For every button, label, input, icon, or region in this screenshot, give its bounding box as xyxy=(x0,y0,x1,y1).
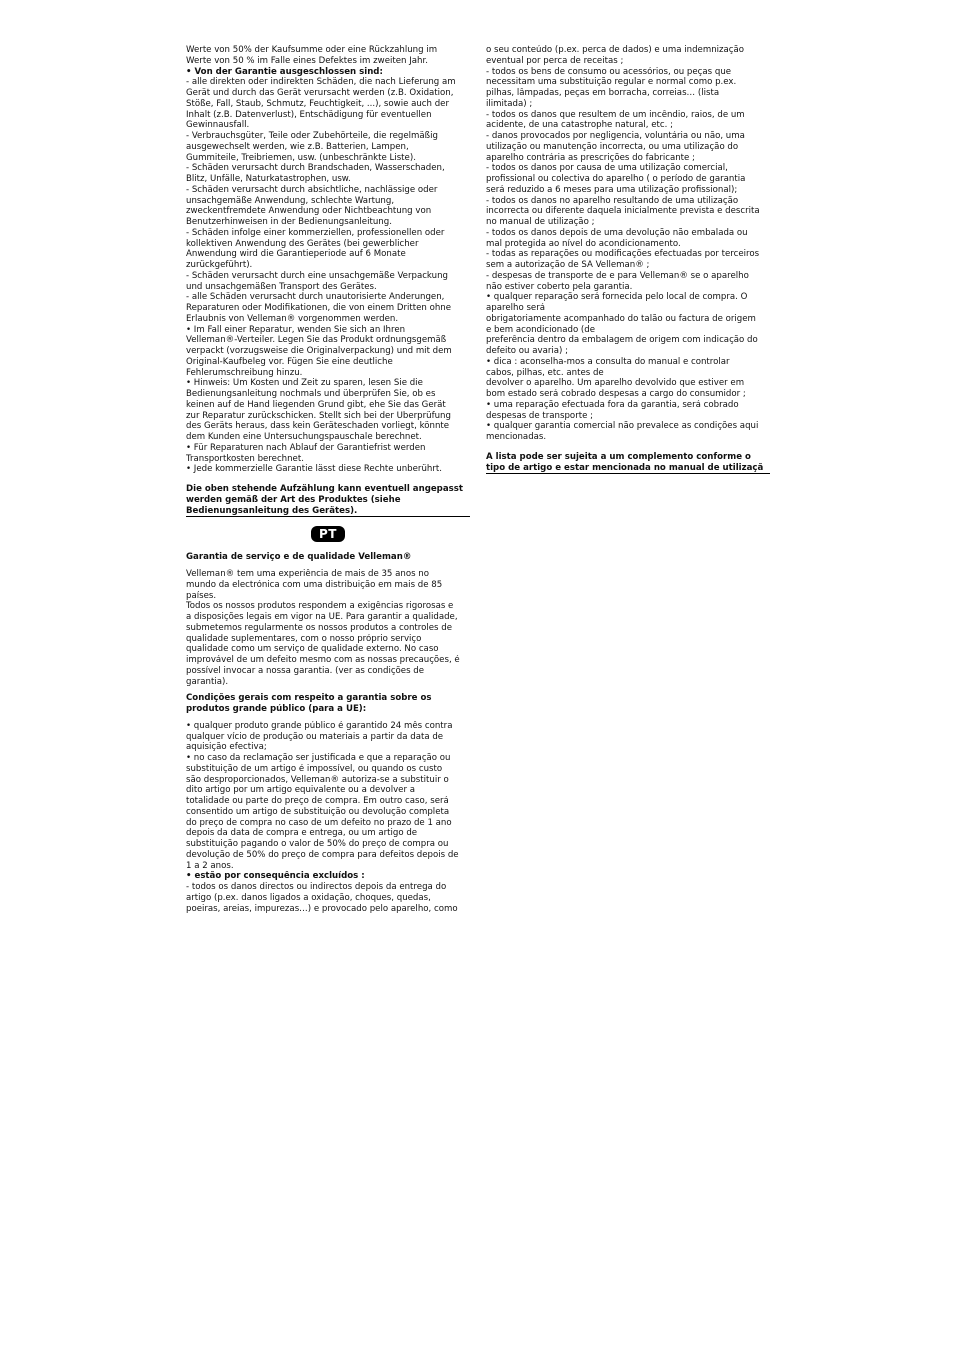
text-line: aparelho será xyxy=(486,303,546,313)
text-line: será reduzido a 6 meses para uma utilização profissional); xyxy=(486,184,738,195)
text-line: devolução de 50% do preço de compra para defeitos depois de xyxy=(186,849,459,860)
text-line: • Hinweis: Um Kosten und Zeit zu sparen, lesen Sie die xyxy=(186,378,423,389)
text-line: Original-Kaufbeleg vor. Fügen Sie eine deutliche xyxy=(186,356,393,367)
text-line: - Schäden verursacht durch eine unsachgemäße Verpackung xyxy=(186,270,448,281)
text-line: qualquer vício de produção ou materiais a partir da data de xyxy=(186,731,444,742)
text-line: • Für Reparaturen nach Ablauf der Garantiefrist werden xyxy=(186,442,426,453)
text-line: preferência dentro da embalagem de origem com indicação do xyxy=(486,335,758,346)
text-line: submetemos regularmente os nossos produtos a controles de xyxy=(186,622,453,633)
text-line: produtos grande público (para a UE): xyxy=(186,704,367,714)
text-line: - Schäden infolge einer kommerziellen, professionellen oder xyxy=(186,227,445,238)
text-line: - danos provocados por negligencia, voluntária ou não, uma xyxy=(486,131,745,141)
text-line: substituição pagando o valor de 50% do preço de compra ou xyxy=(186,839,449,849)
text-line: und unsachgemäßen Transport des Gerätes. xyxy=(186,281,377,292)
de-note xyxy=(186,484,470,517)
text-line: • dica : aconselha-mos a consulta do manual e controlar xyxy=(486,356,730,367)
pt-intro xyxy=(186,569,470,687)
text-line: ilimitada) ; xyxy=(486,98,533,109)
text-line: • qualquer produto grande público é garantido 24 mês contra xyxy=(186,720,453,731)
text-line: A lista pode ser sujeita a um complemento conforme o xyxy=(486,451,751,462)
text-line: qualidade como um serviço de qualidade externo. No caso xyxy=(186,644,439,655)
de-continuation xyxy=(186,45,470,67)
text-line: devolver o aparelho. Um aparelho devolvido que estiver em xyxy=(486,378,745,389)
text-line: mal protegida ao nível do acondicionamento. xyxy=(486,238,681,249)
text-line: des Geräts heraus, dass kein Geräteschaden vorliegt, könnte xyxy=(186,421,450,432)
text-line: - alle Schäden verursacht durch unautorisierte Änderungen, xyxy=(186,292,445,303)
text-line: ausgewechselt werden, wie z.B. Batterien, Lampen, xyxy=(186,141,409,152)
text-line: mencionadas. xyxy=(486,432,547,442)
text-line: e bem acondicionado (de xyxy=(486,324,596,335)
text-line: Reparaturen oder Modifikationen, die von einem Dritten ohne xyxy=(186,303,452,313)
pt-conditions-heading xyxy=(186,693,470,715)
left-column xyxy=(186,45,470,914)
pt-excluded-list xyxy=(186,882,470,914)
text-line: unsachgemäße Anwendung, schlechte Wartung, xyxy=(186,195,395,206)
pt-note xyxy=(486,452,770,475)
text-line: - todos os danos directos ou indirectos depois da entrega do xyxy=(186,882,447,892)
text-line: incorrecta ou diferente daquela inicialmente prevista e descrita xyxy=(486,206,760,217)
text-line: qualidade suplementares, com o nosso próprio serviço xyxy=(186,633,422,644)
pt-section-title: Garantia de serviço e de qualidade Velleman® xyxy=(186,552,412,563)
text-line: necessitam uma substituição regular e normal como p.ex. xyxy=(486,77,737,88)
text-line: artigo (p.ex. danos ligados a oxidação, choques, quedas, xyxy=(186,892,431,903)
de-excluded-list xyxy=(186,77,470,475)
text-line: - Schäden verursacht durch Brandschaden, Wasserschaden, xyxy=(186,163,445,174)
text-line: bom estado será cobrado despesas a cargo do consumidor ; xyxy=(486,389,746,399)
text-line: zweckentfremdete Anwendung oder Nichtbeachtung von xyxy=(186,206,432,217)
text-line: - todos os danos por causa de uma utilização comercial, xyxy=(486,163,728,174)
text-line: Velleman®-Verteiler. Legen Sie das Produkt ordnungsgemäß xyxy=(186,335,447,346)
text-line: Bedienungsanleitung nochmals und überprüfen Sie, ob es xyxy=(186,389,436,399)
text-line: - Schäden verursacht durch absichtliche, nachlässige oder xyxy=(186,184,438,195)
text-line: aparelho contrária as prescrições do fabricante ; xyxy=(486,152,695,163)
text-line: Gewinnausfall. xyxy=(186,120,250,131)
pt-excluded-continuation xyxy=(486,45,770,443)
pt-conditions-list xyxy=(186,721,470,872)
text-line: depois da data de compra e entrega, ou um artigo de xyxy=(186,828,418,839)
text-line: possível invocar a nossa garantia. (ver as condições de xyxy=(186,665,425,676)
text-line: Anwendung wird die Garantieperiode auf 6 Monate xyxy=(186,249,406,260)
text-line: dito artigo por um artigo equivalente ou a devolver a xyxy=(186,785,415,796)
text-line: - todos os bens de consumo ou acessórios, ou peças que xyxy=(486,66,732,77)
text-line: - alle direkten oder indirekten Schäden, die nach Lieferung am xyxy=(186,77,456,88)
text-line: no manual de utilização ; xyxy=(486,217,595,227)
text-line: defeito ou avaria) ; xyxy=(486,346,569,356)
text-line: pilhas, lâmpadas, peças em borracha, correias… (lista xyxy=(486,88,720,98)
text-line: Benutzerhinweisen in der Bedienungsanleitung. xyxy=(186,217,392,227)
text-line: • qualquer garantia comercial não prevalece as condições aqui xyxy=(486,421,759,432)
text-line: consentido um artigo de substituição ou devolução completa xyxy=(186,806,450,817)
text-line: Fehlerumschreibung hinzu. xyxy=(186,367,303,378)
text-line: sem a autorização de SA Velleman® ; xyxy=(486,260,650,270)
text-line: do preço de compra no caso de um defeito no prazo de 1 ano xyxy=(186,817,452,828)
text-line: tipo de artigo e estar mencionada no manual de utilizaçã xyxy=(486,462,764,473)
text-line: mundo da electrónica com uma distribuição em mais de 85 xyxy=(186,579,443,590)
text-line: • no caso da reclamação ser justificada e que a reparação ou xyxy=(186,753,451,763)
text-line: obrigatoriamente acompanhado do talão ou factura de origem xyxy=(486,313,756,324)
text-line: utilização ou manutenção incorrecta, ou uma utilização do xyxy=(486,141,739,152)
text-line: Werte von 50% der Kaufsumme oder eine Rückzahlung im xyxy=(186,45,438,55)
text-line: são desproporcionados, Velleman® autoriza-se a substituir o xyxy=(186,774,449,785)
text-line: - todas as reparações ou modificações efectuadas por terceiros xyxy=(486,249,760,260)
right-column xyxy=(486,45,770,474)
text-line: • Im Fall einer Reparatur, wenden Sie sich an Ihren xyxy=(186,324,406,335)
text-line: aquisição efectiva; xyxy=(186,742,267,753)
text-line: zur Reparatur zurückschicken. Stellt sich bei der Überprüfung xyxy=(186,410,451,421)
text-line: werden gemäß der Art des Produktes (siehe xyxy=(186,494,401,505)
language-badge-pt: PT xyxy=(311,526,345,542)
text-line: - despesas de transporte de e para Velleman® se o aparelho xyxy=(486,270,749,281)
text-line: Velleman® tem uma experiência de mais de 35 anos no xyxy=(186,569,430,579)
text-line: profissional ou colectiva do aparelho ( o período de garantia xyxy=(486,174,746,184)
text-line: zurückgeführt). xyxy=(186,260,253,270)
text-line: o seu conteúdo (p.ex. perca de dados) e uma indemnização xyxy=(486,45,745,55)
text-line: Blitz, Unfälle, Naturkatastrophen, usw. xyxy=(186,174,351,184)
text-line: não estiver coberto pela garantia. xyxy=(486,281,633,292)
text-line: totalidade ou parte do preço de compra. Em outro caso, será xyxy=(186,796,449,806)
text-line: substituição de um artigo é impossível, ou quando os custo xyxy=(186,763,443,774)
de-excluded-heading: • Von der Garantie ausgeschlossen sind: xyxy=(186,66,383,77)
text-line: kollektiven Anwendung des Gerätes (bei gewerblicher xyxy=(186,238,419,249)
text-line: Condições gerais com respeito a garantia sobre os xyxy=(186,693,432,704)
text-line: Werte von 50 % im Falle eines Defektes im zweiten Jahr. xyxy=(186,55,428,66)
text-line: - todos os danos no aparelho resultando de uma utilização xyxy=(486,195,739,206)
text-line: Todos os nossos produtos respondem a exigências rigorosas e xyxy=(186,601,454,612)
text-line: a disposições legais em vigor na UE. Para garantir a qualidade, xyxy=(186,612,458,622)
text-line: Stöße, Fall, Staub, Schmutz, Feuchtigkeit, ...), sowie auch der xyxy=(186,98,449,109)
text-line: • qualquer reparação será fornecida pelo local de compra. O xyxy=(486,292,748,303)
text-line: Gerät und durch das Gerät verursacht werden (z.B. Oxidation, xyxy=(186,88,454,98)
text-line: - todos os danos depois de uma devolução não embalada ou xyxy=(486,227,748,238)
text-line: Die oben stehende Aufzählung kann eventuell angepasst xyxy=(186,484,463,494)
text-line: 1 a 2 anos. xyxy=(186,860,234,871)
text-line: verpackt (vorzugsweise die Originalverpackung) und mit dem xyxy=(186,346,452,356)
text-line: • uma reparação efectuada fora da garantia, será cobrado xyxy=(486,399,739,410)
text-line: garantia). xyxy=(186,676,229,687)
text-line: países. xyxy=(186,590,217,601)
text-line: keinen auf de Hand liegenden Grund gibt, ehe Sie das Gerät xyxy=(186,399,446,410)
text-line: acidente, de una catastrophe natural, etc. ; xyxy=(486,120,673,131)
pt-excluded-heading: • estão por consequência excluídos : xyxy=(186,871,365,882)
text-line: despesas de transporte ; xyxy=(486,410,594,421)
text-line: - Verbrauchsgüter, Teile oder Zubehörteile, die regelmäßig xyxy=(186,131,438,141)
text-line: Inhalt (z.B. Datenverlust), Entschädigung für eventuellen xyxy=(186,109,432,120)
text-line: dem Kunden eine Untersuchungspauschale berechnet. xyxy=(186,432,422,442)
text-line: Erlaubnis von Velleman® vorgenommen werden. xyxy=(186,313,399,324)
text-line: improvável de um defeito mesmo com as nossas precauções, é xyxy=(186,655,460,665)
text-line: Bedienungsanleitung des Gerätes). xyxy=(186,505,358,516)
text-line: eventual por perca de receitas ; xyxy=(486,55,624,66)
text-line: cabos, pilhas, etc. antes de xyxy=(486,367,604,378)
text-line: poeiras, areias, impurezas…) e provocado pelo aparelho, como xyxy=(186,903,458,914)
text-line: Transportkosten berechnet. xyxy=(186,453,304,464)
text-line: • Jede kommerzielle Garantie lässt diese Rechte unberührt. xyxy=(186,464,442,475)
text-line: - todos os danos que resultem de um incêndio, raios, de um xyxy=(486,109,745,120)
text-line: Gummiteile, Treibriemen, usw. (unbeschränkte Liste). xyxy=(186,152,416,163)
